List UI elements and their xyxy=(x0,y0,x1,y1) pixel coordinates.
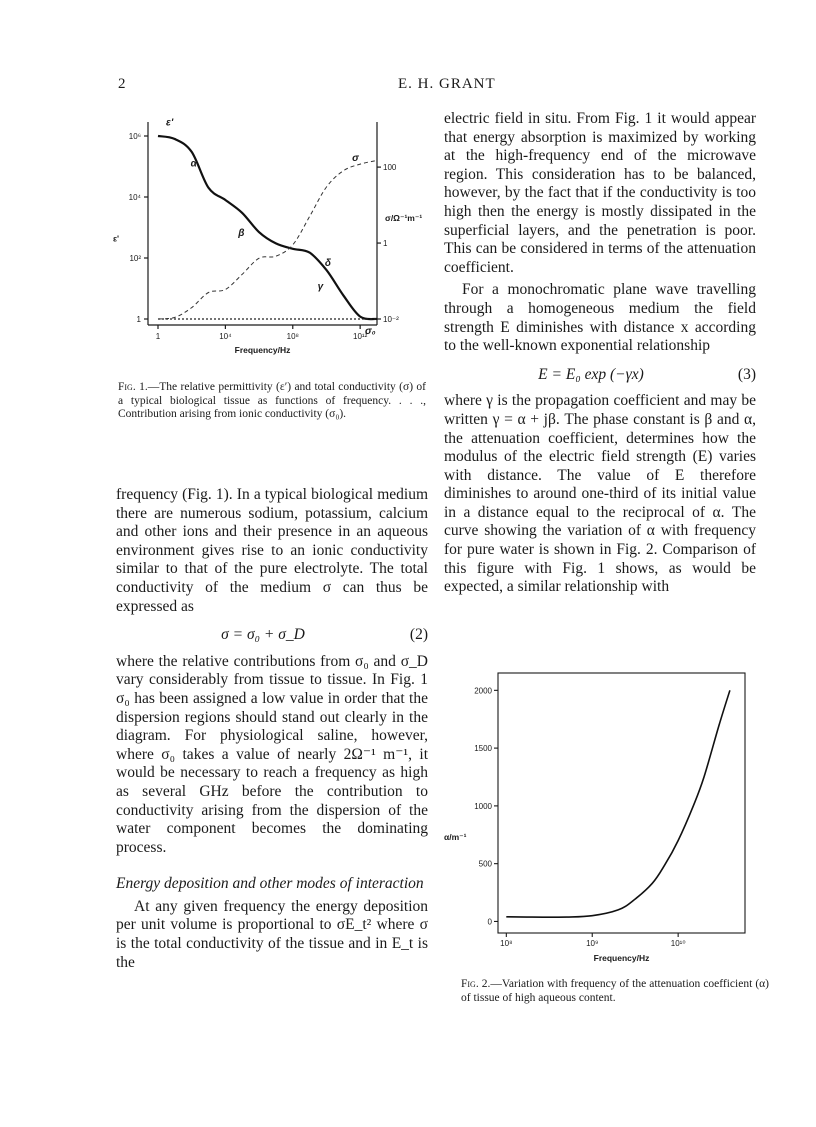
fig2-y-axis-label: α/m⁻¹ xyxy=(444,831,467,842)
fig1-right-tick-label: 10⁻² xyxy=(383,315,399,324)
fig1-label-delta: δ xyxy=(324,258,331,270)
fig1-x-tick-label: 10⁴ xyxy=(219,332,232,341)
fig2-y-tick-label: 1000 xyxy=(474,801,492,811)
left-paragraph-1: frequency (Fig. 1). In a typical biological medium there are numerous sodium, potassium, calcium and other ions and their presence in an aqueous environment gives rise to an ionic conductivity similar to that of the pure electrolyte. The total conductivity of the medium σ can thus be expressed as xyxy=(116,486,428,615)
equation-3-body: E = E₀ exp (−γx) xyxy=(538,365,644,383)
fig2-y-tick-label: 0 xyxy=(487,917,492,927)
equation-2 xyxy=(116,626,428,645)
left-paragraph-2: where the relative contributions from σ₀ and σ_D vary considerably from tissue to tissue. In Fig. 1 σ₀ has been assigned a low value in order that the dispersion regions should stand out clearly in the diagram. For physiological saline, however, where σ₀ takes a value of nearly 2Ω⁻¹ m⁻¹, it would be necessary to reach a frequency as high as several GHz before the contribution to conductivity arising from the dispersion of the water component becomes the dominating process. xyxy=(116,652,428,856)
fig2-series-alpha-line xyxy=(506,690,730,917)
left-column xyxy=(116,486,428,972)
page-number: 2 xyxy=(118,76,127,92)
figure-2-chart xyxy=(440,665,760,975)
fig2-y-tick-label: 500 xyxy=(478,859,492,869)
fig2-x-tick-label: 10⁹ xyxy=(586,939,599,948)
figure-1-chart xyxy=(105,108,435,380)
fig1-left-tick-label: 10² xyxy=(129,254,141,263)
figure-2-caption-text: —Variation with frequency of the attenuation coefficient (α) of tissue of high aqueous content. xyxy=(461,978,769,1004)
equation-3 xyxy=(444,366,756,385)
fig2-y-tick-label: 1500 xyxy=(474,744,492,754)
right-paragraph-2: For a monochromatic plane wave travelling through a homogeneous medium the field strength E diminishes with distance x according to the well-known exponential relationship xyxy=(444,281,756,355)
figure-1-caption-label: Fig. 1. xyxy=(118,381,148,393)
fig1-x-tick-label: 10⁸ xyxy=(286,332,299,341)
fig1-x-axis-label: Frequency/Hz xyxy=(234,345,291,355)
figure-1-caption xyxy=(118,381,426,422)
figure-2-caption-label: Fig. 2. xyxy=(461,978,491,990)
fig1-label-gamma: γ xyxy=(317,281,324,293)
fig1-label-sigma: σ xyxy=(352,153,359,165)
figure-1-caption-text: —The relative permittivity (ε′) and total conductivity (σ) of a typical biological tissue as functions of frequency. . . ., Contribution arising from ionic conductivity (σ₀). xyxy=(118,381,426,421)
fig2-y-tick-label: 2000 xyxy=(474,686,492,696)
fig1-label-sigma0: σ₀ xyxy=(365,326,376,337)
fig2-x-tick-label: 10⁸ xyxy=(500,939,513,948)
right-column xyxy=(444,110,756,597)
fig2-plot-frame xyxy=(498,673,745,933)
fig1-x-tick-label: 10¹² xyxy=(353,332,368,341)
section-heading: Energy deposition and other modes of interaction xyxy=(116,875,424,893)
fig1-left-axis-label: ε' xyxy=(113,233,120,244)
equation-3-number: (3) xyxy=(737,365,756,383)
fig1-label-eps: ε' xyxy=(166,117,174,129)
fig1-label-alpha: α xyxy=(190,158,197,170)
fig1-right-tick-label: 100 xyxy=(383,163,397,173)
fig1-left-tick-label: 1 xyxy=(136,315,141,324)
fig1-x-tick-label: 1 xyxy=(155,332,161,341)
right-paragraph-1: electric field in situ. From Fig. 1 it would appear that energy absorption is maximized by working at the high-frequency end of the microwave region. This consideration has to be balanced, however, by the fact that if the conductivity is too high then the energy is mostly dissipated in the superficial layers, and the penetration is poor. This can be considered in terms of the attenuation coefficient. xyxy=(444,110,756,276)
left-paragraph-3: At any given frequency the energy deposition per unit volume is proportional to σE_t² where σ is the total conductivity of the tissue and in E_t is the xyxy=(116,897,428,971)
running-title: E. H. GRANT xyxy=(398,76,496,92)
fig2-x-tick-label: 10¹⁰ xyxy=(670,939,686,948)
figure-2-caption xyxy=(461,978,769,1005)
fig1-left-tick-label: 10⁶ xyxy=(128,132,141,141)
right-paragraph-3: where γ is the propagation coefficient and may be written γ = α + jβ. The phase constant is β and α, the attenuation coefficient, determines how the modulus of the electric field strength (E) varies with distance. The value of E therefore diminishes to around one-third of its initial value in a distance equal to the reciprocal of α. The curve showing the variation of α with frequency for pure water is shown in Fig. 2. Comparison of this figure with Fig. 1 shows, as would be expected, a similar relationship with xyxy=(444,392,756,596)
fig2-x-axis-label: Frequency/Hz xyxy=(593,953,650,963)
fig1-label-beta: β xyxy=(238,228,245,240)
fig1-left-tick-label: 10⁴ xyxy=(128,193,141,202)
fig1-right-axis-label: σ/Ω⁻¹m⁻¹ xyxy=(385,213,423,224)
equation-2-body: σ = σ₀ + σ_D xyxy=(221,626,305,644)
equation-2-number: (2) xyxy=(409,626,428,644)
fig1-right-tick-label: 1 xyxy=(383,239,388,249)
